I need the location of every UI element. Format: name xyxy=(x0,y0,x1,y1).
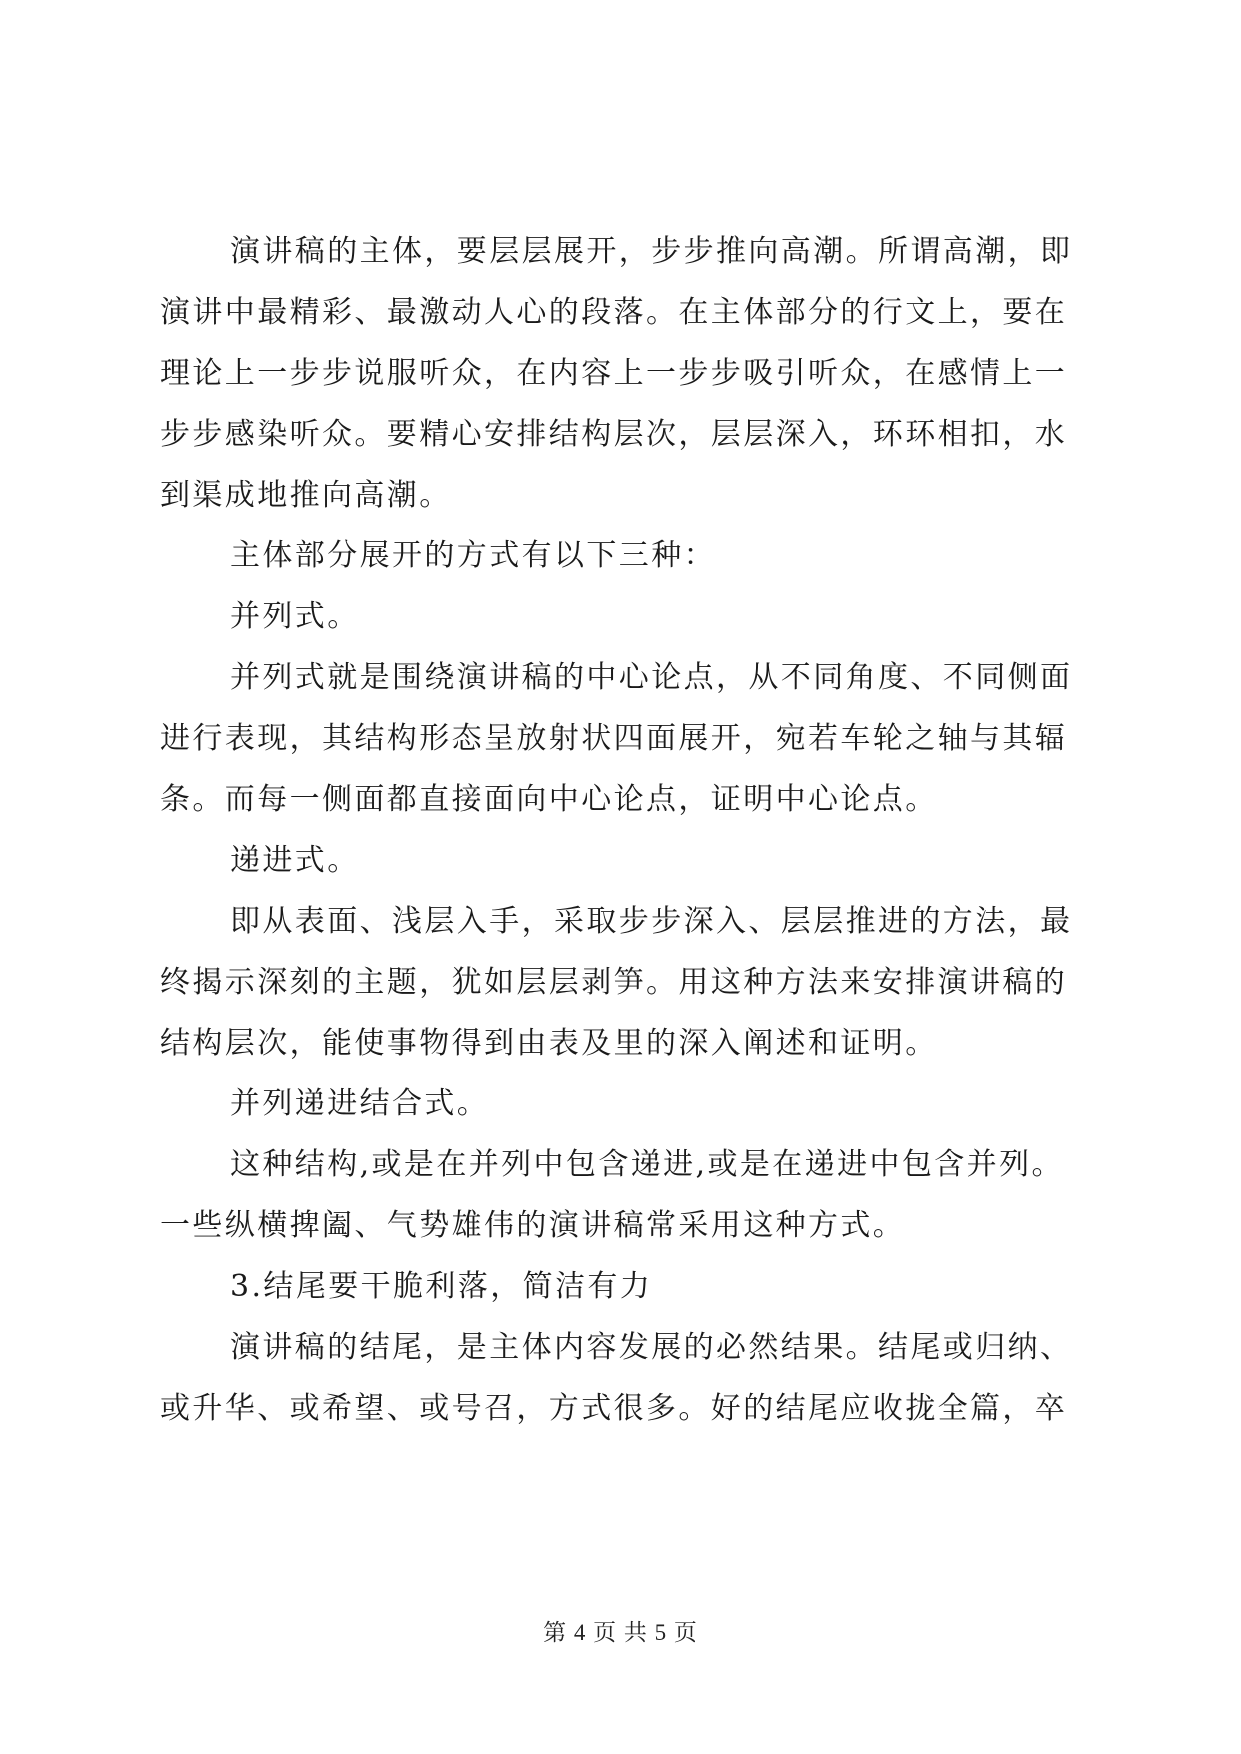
text-line: 结构层次，能使事物得到由表及里的深入阐述和证明。 xyxy=(160,1025,938,1061)
text-line: 并列式就是围绕演讲稿的中心论点，从不同角度、不同侧面 xyxy=(230,660,1073,696)
section-heading: 3.结尾要干脆利落，简洁有力 xyxy=(230,1269,653,1305)
text-line: 演讲稿的主体，要层层展开，步步推向高潮。所谓高潮，即 xyxy=(230,234,1073,269)
text-line: 或升华、或希望、或号召，方式很多。好的结尾应收拢全篇，卒 xyxy=(160,1390,1068,1426)
text-line: 这种结构,或是在并列中包含递进,或是在递进中包含并列。 xyxy=(230,1147,1064,1183)
text-line: 进行表现，其结构形态呈放射状四面展开，宛若车轮之轴与其辐 xyxy=(160,721,1068,757)
text-line: 终揭示深刻的主题，犹如层层剥笋。用这种方法来安排演讲稿的 xyxy=(160,964,1068,1000)
section-heading: 并列递进结合式。 xyxy=(230,1086,490,1122)
page-number-footer: 第 4 页 共 5 页 xyxy=(543,1620,698,1645)
text-line: 主体部分展开的方式有以下三种： xyxy=(230,538,716,574)
text-line: 到渠成地推向高潮。 xyxy=(160,477,452,513)
text-line: 演讲稿的结尾，是主体内容发展的必然结果。结尾或归纳、 xyxy=(230,1330,1073,1366)
text-line: 条。而每一侧面都直接面向中心论点，证明中心论点。 xyxy=(160,782,938,818)
text-line: 理论上一步步说服听众，在内容上一步步吸引听众，在感情上一 xyxy=(160,355,1068,391)
text-line: 演讲中最精彩、最激动人心的段落。在主体部分的行文上，要在 xyxy=(160,294,1068,330)
section-heading: 递进式。 xyxy=(230,842,360,878)
text-line: 即从表面、浅层入手，采取步步深入、层层推进的方法，最 xyxy=(230,903,1073,939)
section-heading: 并列式。 xyxy=(230,599,360,635)
document-body xyxy=(160,222,1090,1440)
text-line: 一些纵横捭阖、气势雄伟的演讲稿常采用这种方式。 xyxy=(160,1208,906,1244)
text-line: 步步感染听众。要精心安排结构层次，层层深入，环环相扣，水 xyxy=(160,416,1068,452)
